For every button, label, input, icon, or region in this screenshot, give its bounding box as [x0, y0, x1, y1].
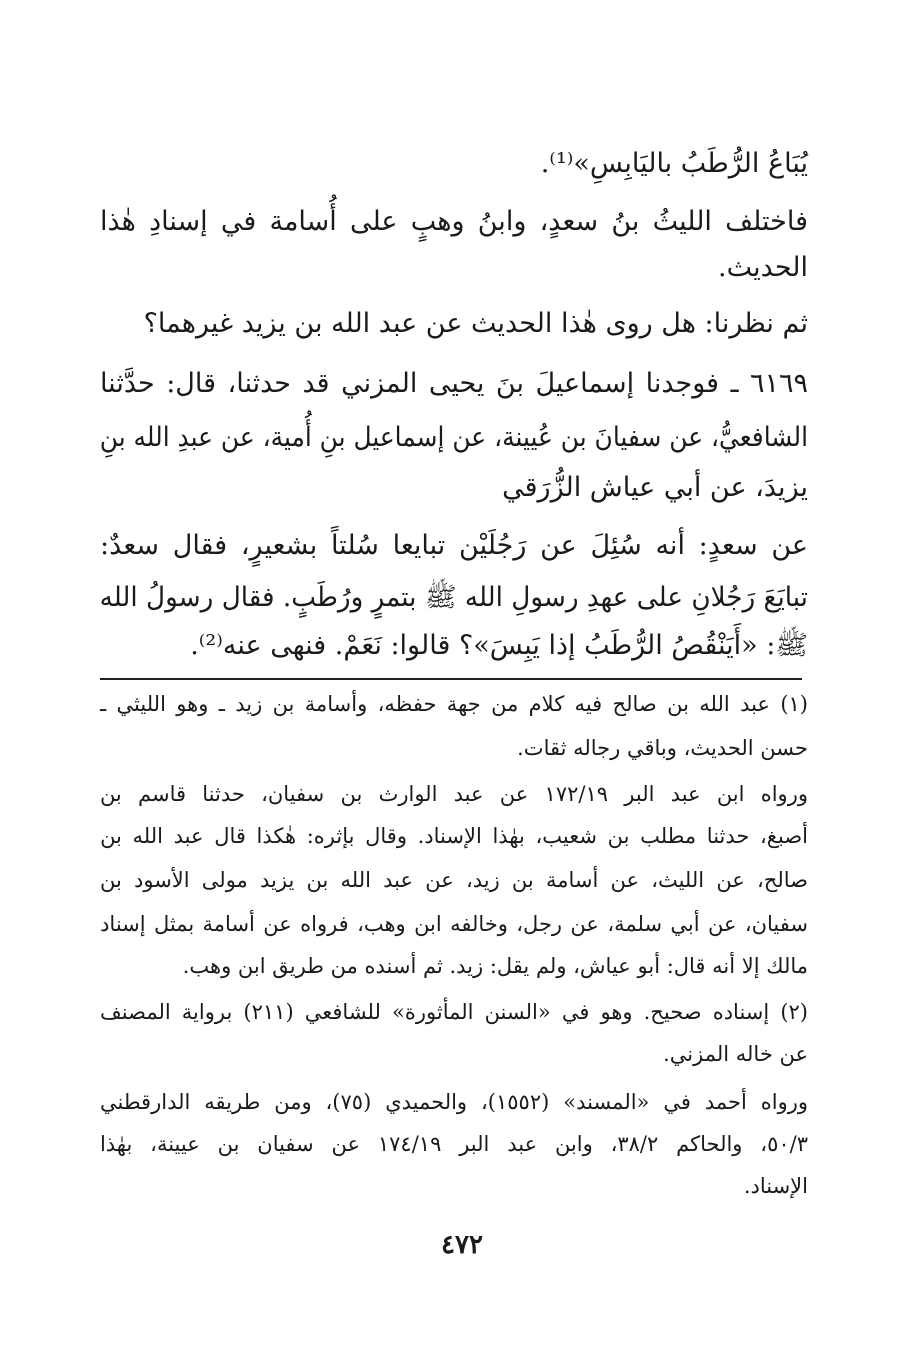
text-line-7: يزيدَ، عن أبي عياش الزُّرَقي: [502, 472, 808, 503]
footnote-line-4: أصبغ، حدثنا مطلب بن شعيب، بهٰذا الإسناد. وقال بإثره: هٰكذا قال عبد الله بن: [100, 824, 808, 848]
footnote-line-5: صالح، عن الليث، عن أسامة بن زيد، عن عبد الله بن يزيد مولى الأسود بن: [99, 868, 808, 892]
footnote-divider: [100, 678, 802, 680]
footnote-line-1: (١) عبد الله بن صالح فيه كلام من جهة حفظه، وأسامة بن زيد ـ وهو الليثي ـ: [100, 692, 808, 716]
footnote-line-3: ورواه ابن عبد البر ١٧٢/١٩ عن عبد الوارث بن سفيان، حدثنا قاسم بن: [99, 782, 808, 806]
text-line-10: ﷺ: «أَيَنْقُصُ الرُّطَبُ إذا يَبِسَ»؟ قالوا: نَعَمْ. فنهى عنه⁽²⁾.: [190, 630, 808, 661]
footnote-line-10: ورواه أحمد في «المسند» (١٥٥٢)، والحميدي (٧٥)، ومن طريقه الدارقطني: [99, 1090, 808, 1114]
footnote-line-6: سفيان، عن أبي سلمة، عن رجل، وخالفه ابن وهب، فرواه عن أسامة بمثل إسناد: [100, 912, 808, 936]
footnote-line-11: ٥٠/٣، والحاكم ٣٨/٢، وابن عبد البر ١٧٤/١٩ عن سفيان بن عيينة، بهٰذا: [99, 1132, 808, 1156]
text-line-2: فاختلف الليثُ بنُ سعدٍ، وابنُ وهبٍ على أُسامة في إسنادِ هٰذا: [100, 206, 808, 237]
page-number: ٤٧٢: [441, 1230, 483, 1260]
text-line-4: ثم نظرنا: هل روى هٰذا الحديث عن عبد الله بن يزيد غيرهما؟: [143, 308, 808, 339]
footnote-line-2: حسن الحديث، وباقي رجاله ثقات.: [517, 736, 808, 760]
text-line-8: عن سعدٍ: أنه سُئِلَ عن رَجُلَيْن تبايعا سُلتاً بشعيرٍ، فقال سعدٌ:: [100, 530, 808, 561]
footnote-line-12: الإسناد.: [743, 1174, 808, 1198]
text-line-1: يُبَاعُ الرُّطَبُ باليَابِسِ»⁽¹⁾.: [540, 148, 808, 179]
footnote-line-9: عن خاله المزني.: [663, 1042, 808, 1066]
footnote-line-7: مالك إلا أنه قال: أبو عياش، ولم يقل: زيد. ثم أسنده من طريق ابن وهب.: [182, 954, 808, 978]
text-line-9: تبايَعَ رَجُلانِ على عهدِ رسولِ الله ﷺ بتمرٍ ورُطَبٍ. فقال رسولُ الله: [99, 582, 808, 613]
text-line-5: ٦١٦٩ ـ فوجدنا إسماعيلَ بنَ يحيى المزني قد حدثنا، قال: حدَّثنا: [99, 368, 808, 399]
text-line-3: الحديث.: [718, 252, 808, 283]
footnote-line-8: (٢) إسناده صحيح. وهو في «السنن المأثورة» للشافعي (٢١١) برواية المصنف: [100, 1000, 808, 1024]
text-line-6: الشافعيُّ، عن سفيانَ بن عُيينة، عن إسماعيل بنِ أُمية، عن عبدِ الله بنِ: [99, 422, 808, 453]
